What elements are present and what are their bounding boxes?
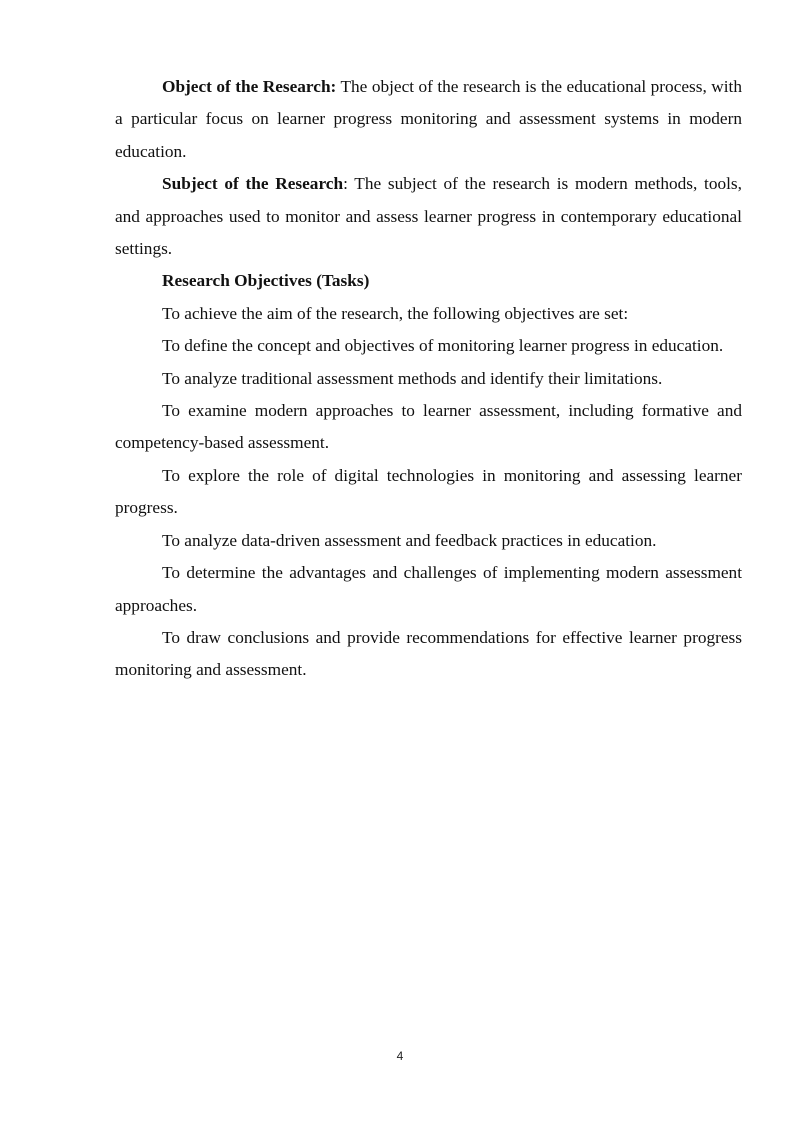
objective-item: To analyze data-driven assessment and feedback practices in education. — [162, 530, 657, 550]
subject-heading: Subject of the Research — [162, 174, 344, 194]
page-number: 4 — [396, 1049, 404, 1063]
subject-paragraph — [115, 168, 742, 265]
page-body — [115, 71, 742, 687]
object-paragraph — [115, 71, 742, 168]
subject-text: : The subject of the research is modern methods, tools, and approaches used to monitor and assess learner progress in contemporary educational settings. — [115, 174, 742, 259]
objective-item: To examine modern approaches to learner assessment, including formative and competency-based assessment. — [115, 401, 742, 453]
object-heading: Object of the Research: — [162, 77, 337, 96]
objectives-heading: Research Objectives (Tasks) — [162, 271, 370, 291]
objective-item: To define the concept and objectives of monitoring learner progress in education. — [162, 336, 724, 356]
objective-item: To draw conclusions and provide recommendations for effective learner progress monitoring and assessment. — [115, 627, 742, 680]
object-text: The object of the research is the educational process, with a particular focus on learner progress monitoring and assessment systems in modern education. — [115, 77, 742, 161]
objective-item: To explore the role of digital technologies in monitoring and assessing learner progress. — [115, 465, 742, 518]
objective-item: To analyze traditional assessment methods and identify their limitations. — [162, 368, 663, 388]
objectives-intro: To achieve the aim of the research, the following objectives are set: — [162, 303, 629, 323]
objective-item: To determine the advantages and challenges of implementing modern assessment approaches. — [115, 563, 742, 615]
